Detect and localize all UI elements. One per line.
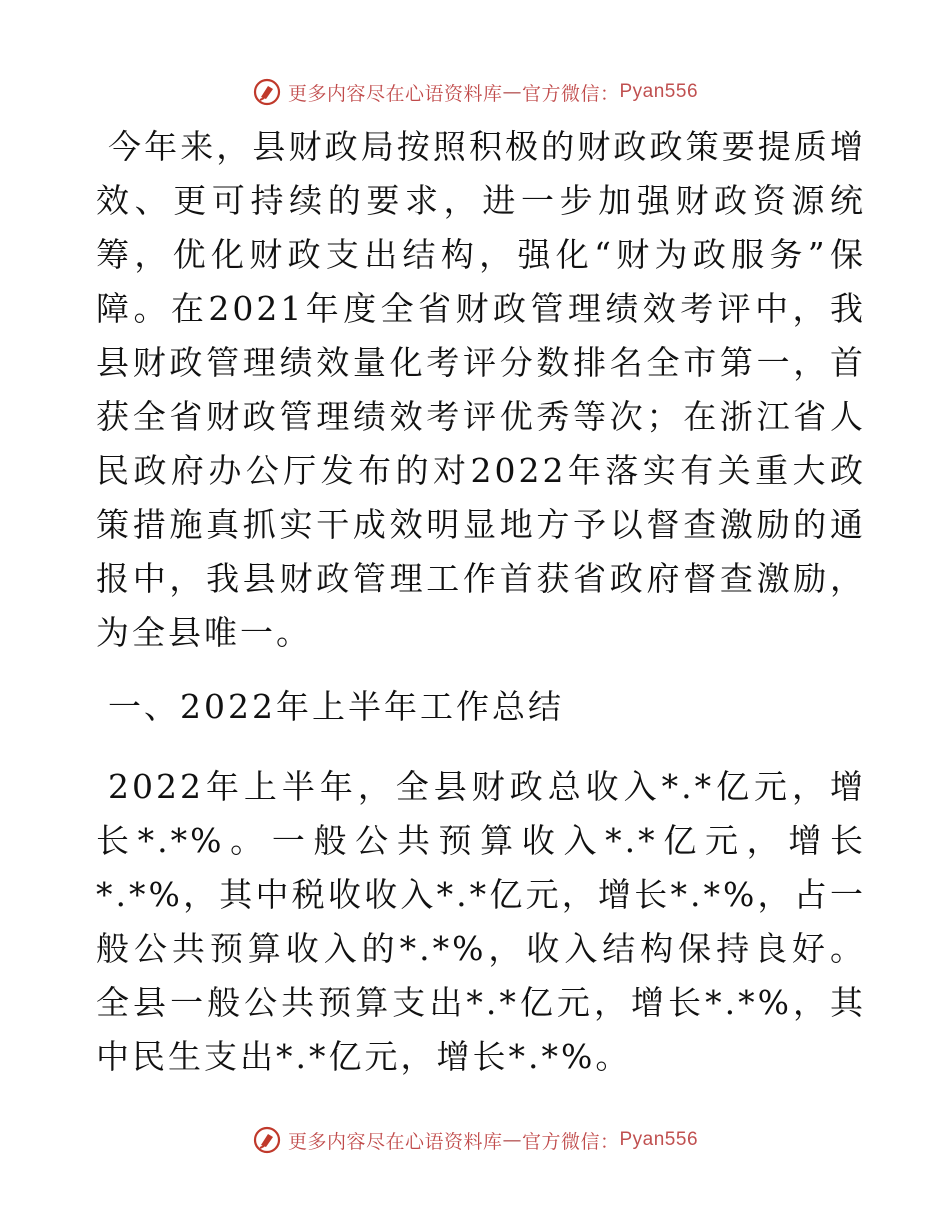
summary-paragraph: 2022年上半年，全县财政总收入*.*亿元，增长*.*%。一般公共预算收入*.*亿元，增长*.*%，其中税收收入*.*亿元，增长*.*%，占一般公共预算收入的*.*%，收入结构保持良好。全县一般公共预算支出*.*亿元，增长*.*%，其中民生支出*.*亿元，增长*.*%。 bbox=[96, 767, 866, 1076]
watermark-separator: — bbox=[502, 1129, 522, 1151]
intro-paragraph: 今年来，县财政局按照积极的财政政策要提质增效、更可持续的要求，进一步加强财政资源统筹，优化财政支出结构，强化“财为政服务”保障。在2021年度全省财政管理绩效考评中，我县财政管理绩效量化考评分数排名全市第一，首获全省财政管理绩效考评优秀等次；在浙江省人民政府办公厅发布的对2022年落实有关重大政策措施真抓实干成效明显地方予以督查激励的通报中，我县财政管理工作首获省政府督查激励，为全县唯一。 bbox=[96, 127, 866, 652]
watermark-wechat-id: Pyan556 bbox=[619, 1129, 699, 1150]
header-watermark bbox=[0, 72, 950, 112]
section-heading: 一、2022年上半年工作总结 bbox=[108, 687, 564, 726]
document-body bbox=[96, 120, 866, 1084]
watermark-label: 官方微信： bbox=[521, 1130, 620, 1153]
footer-watermark bbox=[0, 1120, 950, 1160]
watermark-main-text: 更多内容尽在心语资料库 bbox=[287, 82, 503, 105]
brand-logo-icon bbox=[252, 77, 282, 107]
watermark-label: 官方微信： bbox=[521, 82, 620, 105]
watermark-wechat-id: Pyan556 bbox=[619, 81, 699, 102]
brand-logo-icon bbox=[252, 1125, 282, 1155]
watermark-main-text: 更多内容尽在心语资料库 bbox=[287, 1130, 503, 1153]
watermark-separator: — bbox=[502, 81, 522, 103]
